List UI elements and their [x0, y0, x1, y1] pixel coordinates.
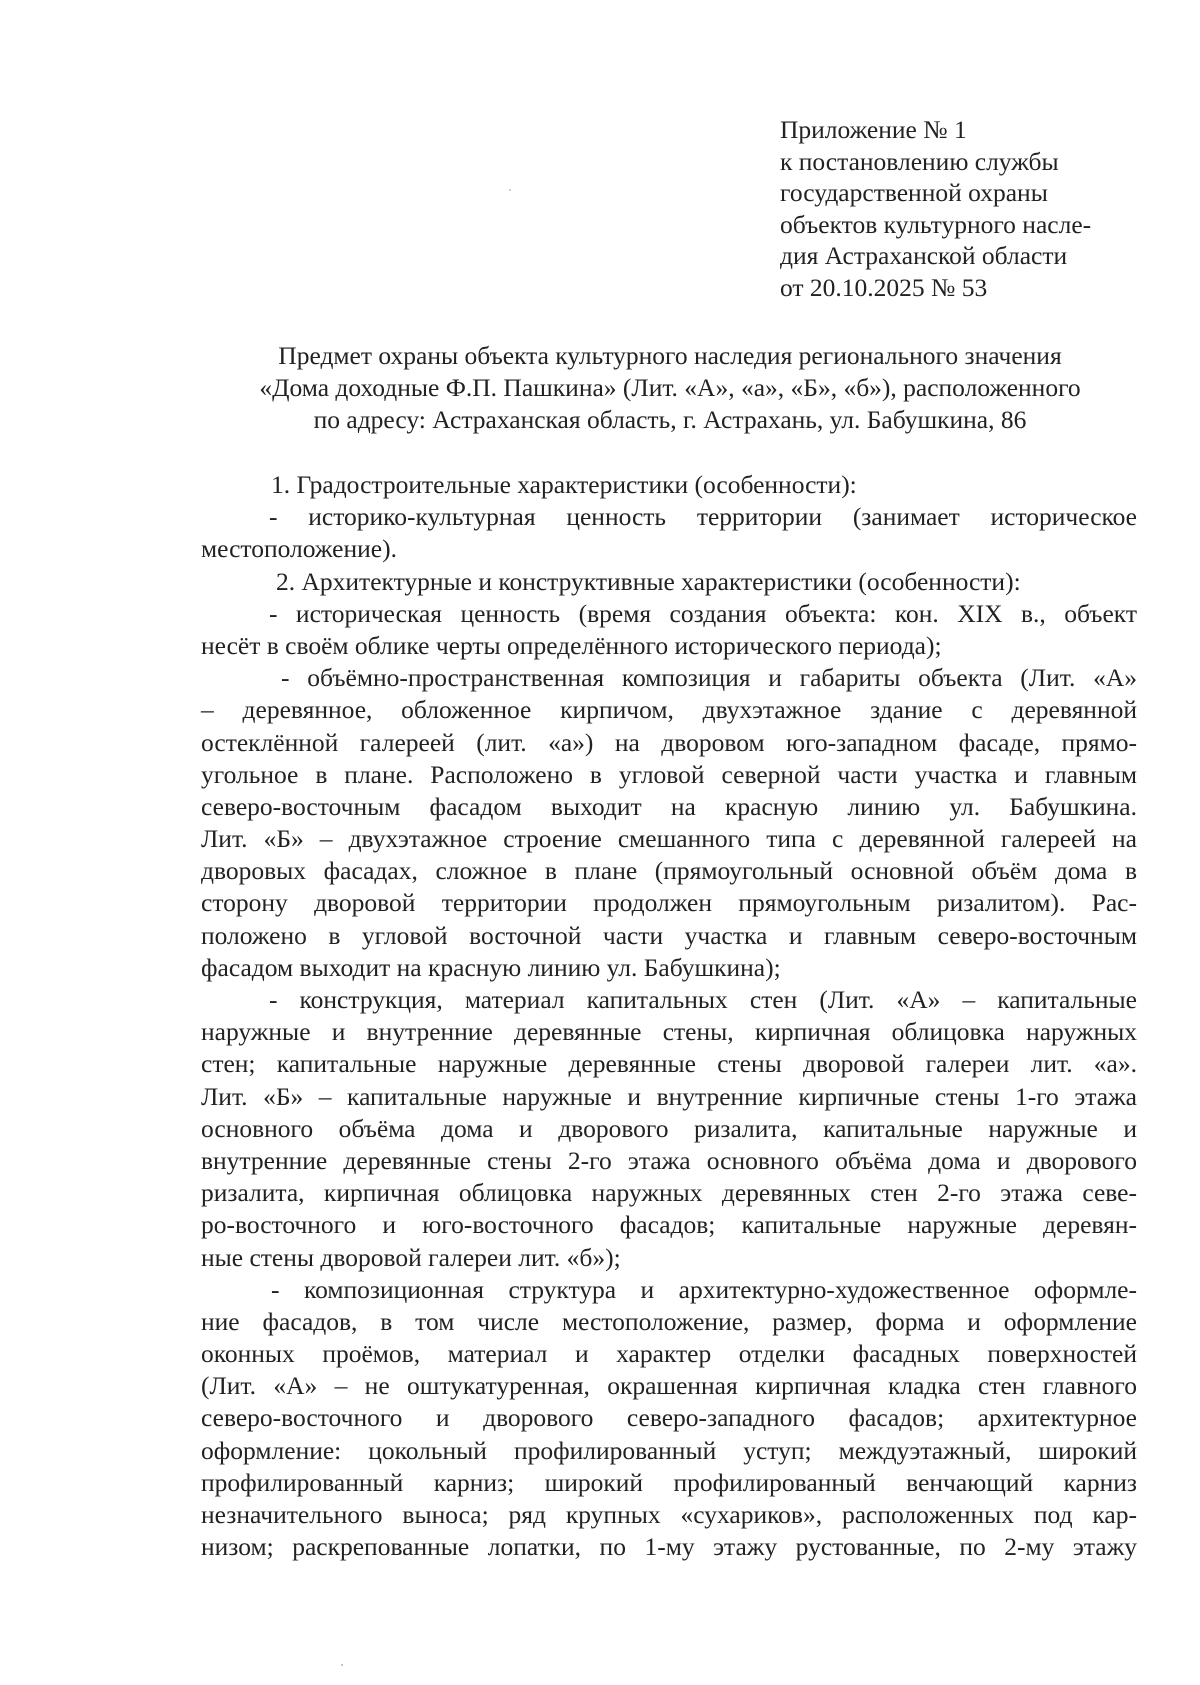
body-line: ро-восточного и юго-восточного фасадов; капитальные наружные деревян- [201, 1210, 1137, 1240]
body-line: - историческая ценность (время создания объекта: кон. XIX в., объект [269, 598, 1137, 628]
appendix-line: объектов культурного насле- [780, 209, 1092, 239]
body-line: дворовых фасадах, сложное в плане (прямоугольный основной объём дома в [201, 856, 1137, 886]
body-line: – деревянное, обложенное кирпичом, двухэтажное здание с деревянной [201, 695, 1137, 725]
body-line: профилированный карниз; широкий профилированный венчающий карниз [201, 1467, 1137, 1497]
body-line: ризалита, кирпичная облицовка наружных деревянных стен 2-го этажа севе- [201, 1178, 1137, 1208]
body-line: местоположение). [201, 534, 397, 564]
body-line: (Лит. «А» – не оштукатуренная, окрашенная кирпичная кладка стен главного [201, 1371, 1137, 1401]
body-line: основного объёма дома и дворового ризалита, капитальные наружные и [201, 1113, 1137, 1143]
body-line: незначительного выноса; ряд крупных «сухариков», расположенных под кар- [201, 1500, 1137, 1529]
body-line: фасадом выходит на красную линию ул. Бабушкина); [201, 952, 781, 982]
body-line: наружные и внутренние деревянные стены, кирпичная облицовка наружных [201, 1017, 1137, 1047]
body-line: положено в угловой восточной части участка и главным северо-восточным [201, 920, 1137, 950]
body-line: остеклённой галереей (лит. «а») на дворовом юго-западном фасаде, прямо- [201, 727, 1137, 757]
body-line: оформление: цокольный профилированный уступ; междуэтажный, широкий [201, 1435, 1137, 1465]
appendix-line: от 20.10.2025 № 53 [780, 272, 988, 302]
body-line: несёт в своём облике черты определённого исторического периода); [201, 630, 942, 660]
title-line: по адресу: Астраханская область, г. Астрахань, ул. Бабушкина, 86 [313, 405, 1027, 434]
body-line: ные стены дворовой галереи лит. «б»); [201, 1242, 621, 1272]
body-line: северо-восточного и дворового северо-западного фасадов; архитектурное [201, 1403, 1137, 1433]
title-line: «Дома доходные Ф.П. Пашкина» (Лит. «А», «а», «Б», «б»), расположенного [259, 373, 1081, 402]
appendix-line: к постановлению службы [780, 146, 1059, 176]
section-heading-2: 2. Архитектурные и конструктивные характеристики (особенности): [276, 566, 1021, 596]
body-line: сторону дворовой территории продолжен прямоугольным ризалитом). Рас- [201, 888, 1137, 918]
body-line: угольное в плане. Расположено в угловой северной части участка и главным [201, 759, 1137, 789]
body-line: - конструкция, материал капитальных стен (Лит. «А» – капитальные [269, 985, 1137, 1014]
body-line: ние фасадов, в том числе местоположение, размер, форма и оформление [201, 1306, 1137, 1336]
scan-speck [509, 189, 511, 191]
title-line: Предмет охраны объекта культурного наследия регионального значения [278, 341, 1062, 370]
appendix-line: Приложение № 1 [780, 115, 967, 144]
section-heading-1: 1. Градостроительные характеристики (особенности): [271, 470, 857, 499]
body-line: внутренние деревянные стены 2-го этажа основного объёма дома и дворового [201, 1145, 1137, 1175]
body-line: Лит. «Б» – двухэтажное строение смешанного типа с деревянной галереей на [201, 824, 1137, 854]
body-line: - объёмно-пространственная композиция и габариты объекта (Лит. «А» [281, 663, 1137, 693]
body-line: северо-восточным фасадом выходит на красную линию ул. Бабушкина. [201, 791, 1137, 821]
appendix-line: дия Астраханской области [780, 241, 1068, 270]
body-line: оконных проёмов, материал и характер отделки фасадных поверхностей [201, 1339, 1137, 1369]
appendix-line: государственной охраны [780, 178, 1048, 207]
body-line: стен; капитальные наружные деревянные стены дворовой галереи лит. «а». [201, 1049, 1137, 1079]
body-line: Лит. «Б» – капитальные наружные и внутренние кирпичные стены 1-го этажа [201, 1081, 1137, 1111]
scan-speck [341, 1664, 343, 1666]
body-line: - историко-культурная ценность территории (занимает историческое [269, 502, 1137, 532]
body-line: низом; раскрепованные лопатки, по 1-му этажу рустованные, по 2-му этажу [201, 1532, 1137, 1562]
body-line: - композиционная структура и архитектурно-художественное оформле- [271, 1274, 1137, 1304]
